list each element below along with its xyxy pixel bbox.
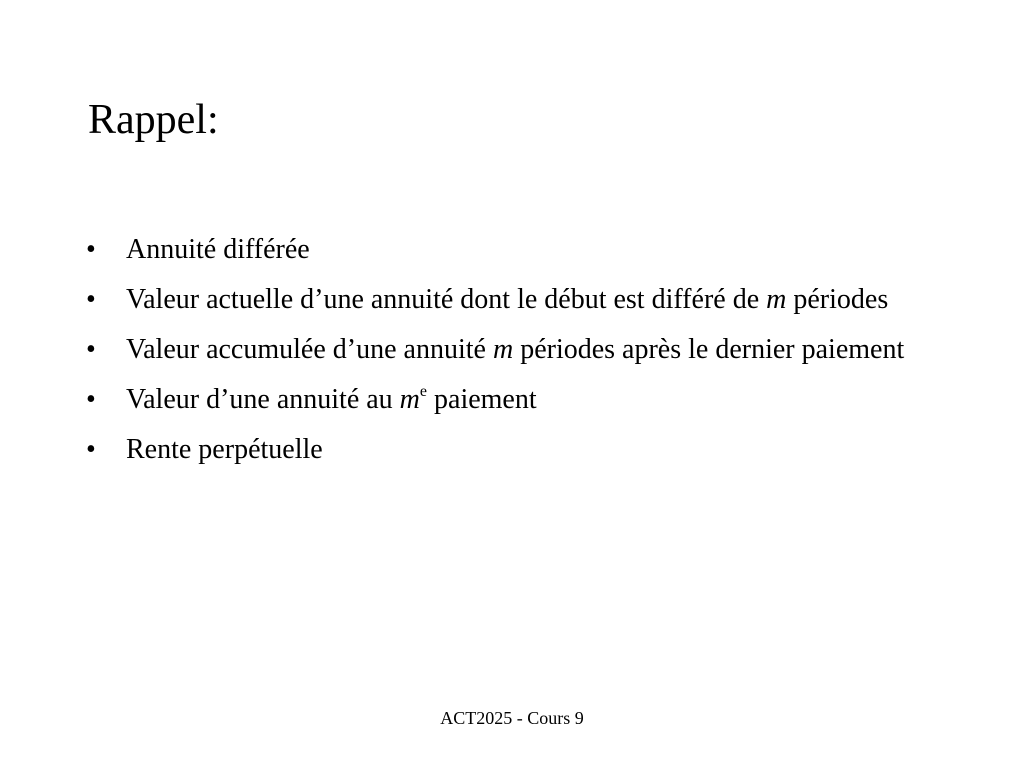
bullet-text: périodes xyxy=(786,284,889,315)
list-item xyxy=(86,330,946,370)
bullet-marker: • xyxy=(86,234,96,265)
slide-footer: ACT2025 - Cours 9 xyxy=(440,708,584,728)
bullet-text: Valeur d’une annuité au xyxy=(126,384,400,415)
bullet-marker: • xyxy=(86,384,96,415)
bullet-text: Rente perpétuelle xyxy=(126,434,323,465)
list-item xyxy=(86,380,946,420)
bullet-text: paiement xyxy=(427,384,537,415)
bullet-text: Annuité différée xyxy=(126,234,310,265)
bullet-marker: • xyxy=(86,284,96,315)
math-variable: m xyxy=(492,334,514,365)
list-item xyxy=(86,430,946,470)
list-item xyxy=(86,230,946,270)
math-variable: m xyxy=(766,284,787,315)
bullet-text: périodes après le dernier paiement xyxy=(513,334,905,365)
slide-title: Rappel: xyxy=(88,97,219,143)
bullet-marker: • xyxy=(86,334,96,365)
superscript: e xyxy=(419,382,428,400)
bullet-list xyxy=(86,230,946,480)
bullet-marker: • xyxy=(86,434,96,465)
list-item xyxy=(86,280,946,320)
bullet-text: Valeur accumulée d’une annuité xyxy=(126,334,493,365)
bullet-text: Valeur actuelle d’une annuité dont le début est différé de xyxy=(126,284,767,315)
math-variable: m xyxy=(399,384,420,415)
